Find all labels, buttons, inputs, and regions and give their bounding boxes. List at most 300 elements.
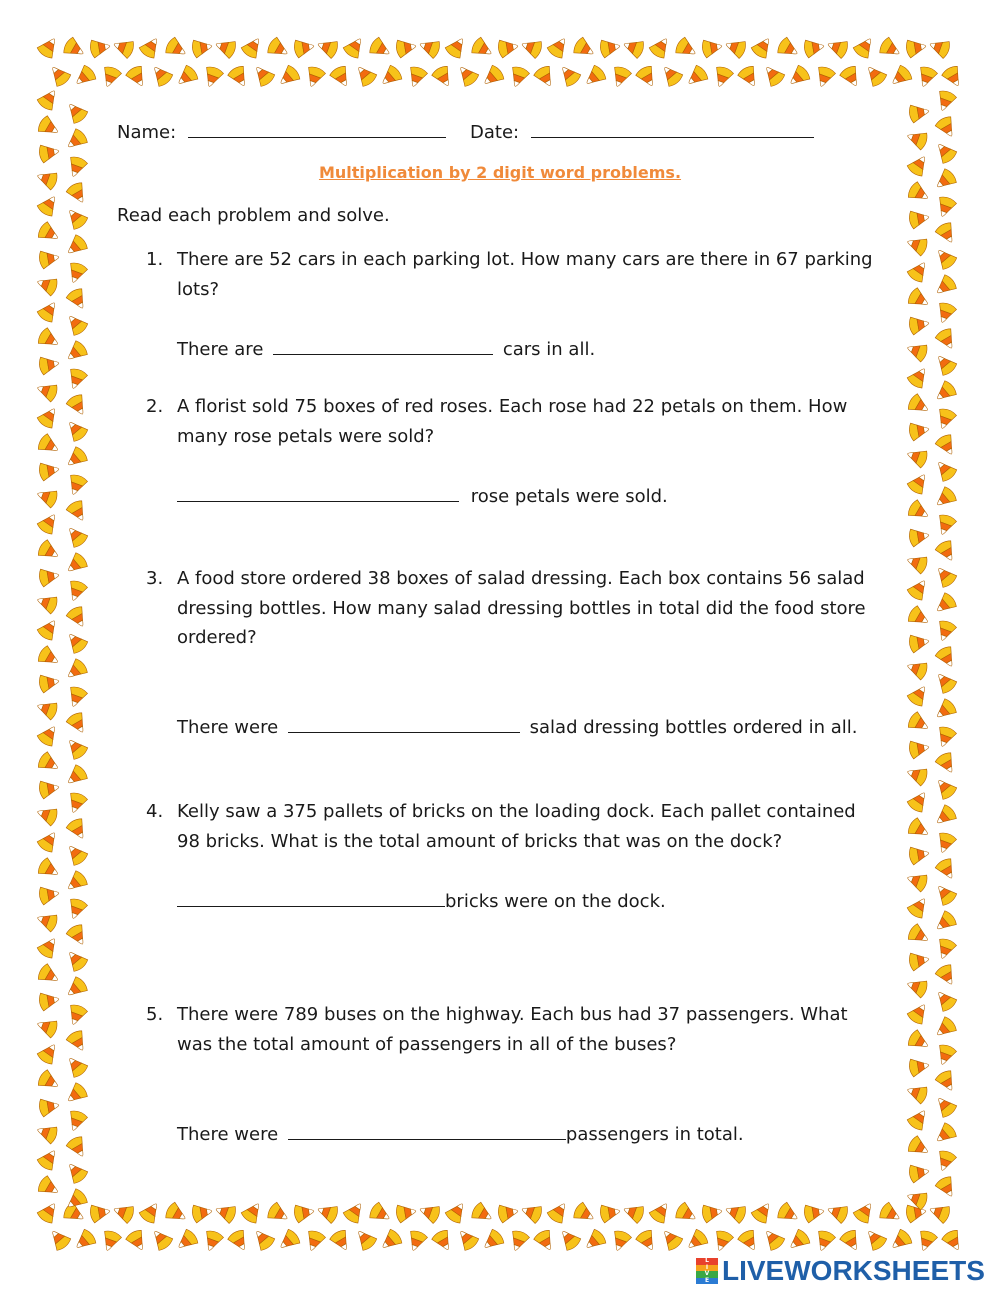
candy-corn-icon bbox=[932, 379, 959, 405]
candy-corn-icon bbox=[65, 1029, 90, 1055]
candy-corn-icon bbox=[191, 37, 213, 58]
answer-suffix: rose petals were sold. bbox=[470, 486, 668, 507]
candy-corn-icon bbox=[62, 1201, 88, 1226]
answer-prefix: There are bbox=[177, 339, 264, 360]
candy-corn-icon bbox=[934, 513, 958, 537]
candy-corn-icon bbox=[838, 1228, 863, 1254]
problem-4-number: 4. bbox=[146, 801, 164, 822]
candy-corn-icon bbox=[934, 1149, 958, 1173]
candy-corn-icon bbox=[906, 816, 932, 841]
candy-corn-icon bbox=[825, 36, 849, 60]
candy-corn-icon bbox=[35, 485, 59, 509]
candy-corn-icon bbox=[908, 102, 930, 123]
candy-corn-icon bbox=[63, 735, 89, 762]
candy-corn-icon bbox=[65, 1003, 89, 1027]
candy-corn-icon bbox=[36, 432, 62, 457]
candy-corn-icon bbox=[36, 538, 62, 563]
candy-corn-icon bbox=[940, 64, 965, 90]
candy-corn-icon bbox=[368, 36, 394, 61]
candy-corn-icon bbox=[932, 1093, 958, 1120]
problem-1-line: There are 52 cars in each parking lot. How many cars are there in 67 parking bbox=[177, 249, 873, 270]
candy-corn-icon bbox=[35, 1015, 59, 1039]
live-badge-icon: L I V E bbox=[696, 1258, 718, 1284]
candy-corn-icon bbox=[63, 841, 89, 868]
candy-corn-icon bbox=[908, 844, 930, 865]
candy-corn-icon bbox=[65, 897, 89, 921]
candy-corn-icon bbox=[507, 1229, 531, 1253]
problem-1-question bbox=[177, 245, 897, 304]
candy-corn-icon bbox=[164, 1201, 190, 1226]
candy-corn-icon bbox=[934, 645, 959, 671]
problem-2-answer bbox=[177, 483, 668, 509]
candy-corn-icon bbox=[736, 1228, 761, 1254]
candy-corn-icon bbox=[71, 1228, 98, 1254]
candy-corn-icon bbox=[213, 1201, 237, 1225]
candy-corn-icon bbox=[65, 605, 90, 631]
problem-5-number: 5. bbox=[146, 1004, 164, 1025]
candy-corn-icon bbox=[934, 963, 959, 989]
candy-corn-icon bbox=[63, 445, 90, 471]
candy-corn-icon bbox=[65, 181, 90, 207]
candy-corn-icon bbox=[546, 1199, 572, 1225]
candy-corn-icon bbox=[905, 975, 929, 999]
candy-corn-icon bbox=[71, 64, 98, 90]
candy-corn-icon bbox=[934, 1069, 959, 1095]
candy-corn-icon bbox=[906, 922, 932, 947]
candy-corn-icon bbox=[906, 788, 932, 814]
answer-suffix: passengers in total. bbox=[565, 1124, 744, 1145]
candy-corn-icon bbox=[932, 987, 958, 1014]
candy-corn-icon bbox=[63, 233, 90, 259]
problem-4-line: 98 bricks. What is the total amount of bricks that was on the dock? bbox=[177, 830, 783, 852]
candy-corn-icon bbox=[934, 1043, 958, 1067]
candy-corn-icon bbox=[65, 261, 89, 285]
candy-corn-icon bbox=[905, 233, 929, 257]
candy-corn-icon bbox=[405, 1229, 429, 1253]
candy-corn-icon bbox=[906, 1134, 932, 1159]
candy-corn-icon bbox=[36, 1146, 62, 1172]
date-field-row bbox=[470, 119, 814, 145]
problem-4-answer bbox=[177, 888, 666, 914]
problem-4-answer-blank[interactable] bbox=[177, 888, 445, 907]
candy-corn-icon bbox=[908, 632, 930, 653]
candy-corn-icon bbox=[342, 34, 368, 60]
candy-corn-icon bbox=[532, 64, 557, 90]
candy-corn-icon bbox=[65, 393, 90, 419]
candy-corn-icon bbox=[38, 142, 60, 163]
candy-corn-icon bbox=[776, 1201, 802, 1226]
candy-corn-icon bbox=[932, 803, 959, 829]
candy-corn-icon bbox=[905, 763, 929, 787]
candy-corn-icon bbox=[878, 1201, 904, 1226]
candy-corn-icon bbox=[36, 856, 62, 881]
candy-corn-icon bbox=[934, 301, 958, 325]
candy-corn-icon bbox=[803, 1202, 825, 1223]
candy-corn-icon bbox=[36, 934, 62, 960]
problem-5-line: There were 789 buses on the highway. Each bus had 37 passengers. What bbox=[177, 1004, 848, 1025]
candy-corn-icon bbox=[275, 64, 302, 90]
candy-corn-icon bbox=[838, 64, 863, 90]
candy-corn-icon bbox=[572, 36, 598, 61]
candy-corn-icon bbox=[395, 1202, 417, 1223]
candy-corn-icon bbox=[634, 64, 659, 90]
date-label: Date: bbox=[470, 122, 520, 143]
date-blank[interactable] bbox=[531, 119, 814, 138]
candy-corn-icon bbox=[36, 326, 62, 351]
candy-corn-icon bbox=[36, 828, 62, 854]
candy-corn-icon bbox=[36, 404, 62, 430]
candy-corn-icon bbox=[599, 1202, 621, 1223]
candy-corn-icon bbox=[599, 37, 621, 58]
candy-corn-icon bbox=[932, 485, 959, 511]
candy-corn-icon bbox=[470, 1201, 496, 1226]
candy-corn-icon bbox=[887, 64, 914, 90]
candy-corn-icon bbox=[430, 64, 455, 90]
candy-corn-icon bbox=[173, 1228, 200, 1254]
candy-corn-icon bbox=[934, 327, 959, 353]
candy-corn-icon bbox=[932, 591, 959, 617]
candy-corn-icon bbox=[38, 990, 60, 1011]
candy-corn-icon bbox=[395, 37, 417, 58]
candy-corn-icon bbox=[519, 36, 543, 60]
candy-corn-icon bbox=[342, 1199, 368, 1225]
candy-corn-icon bbox=[328, 1228, 353, 1254]
candy-corn-icon bbox=[36, 1068, 62, 1093]
candy-corn-icon bbox=[65, 923, 90, 949]
candy-corn-icon bbox=[65, 473, 89, 497]
candy-corn-icon bbox=[293, 1202, 315, 1223]
candy-corn-icon bbox=[315, 1201, 339, 1225]
candy-corn-icon bbox=[658, 1226, 684, 1253]
candy-corn-icon bbox=[124, 1228, 149, 1254]
candy-corn-icon bbox=[581, 64, 608, 90]
candy-corn-icon bbox=[609, 1229, 633, 1253]
candy-corn-icon bbox=[62, 36, 88, 61]
candy-corn-icon bbox=[36, 86, 62, 112]
problem-1-answer bbox=[177, 336, 595, 362]
candy-corn-icon bbox=[470, 36, 496, 61]
candy-corn-icon bbox=[148, 1226, 174, 1253]
candy-corn-icon bbox=[908, 1162, 930, 1183]
candy-corn-icon bbox=[266, 1201, 292, 1226]
candy-corn-icon bbox=[266, 36, 292, 61]
candy-corn-icon bbox=[65, 1109, 89, 1133]
candy-corn-icon bbox=[934, 937, 958, 961]
brand-text: LIVEWORKSHEETS bbox=[722, 1255, 985, 1286]
candy-corn-icon bbox=[750, 1199, 776, 1225]
candy-corn-icon bbox=[932, 881, 958, 908]
candy-corn-icon bbox=[65, 791, 89, 815]
candy-corn-icon bbox=[63, 1081, 90, 1107]
candy-corn-icon bbox=[35, 909, 59, 933]
candy-corn-icon bbox=[905, 1187, 929, 1211]
candy-corn-icon bbox=[862, 1226, 888, 1253]
problem-5-answer-blank[interactable] bbox=[288, 1121, 566, 1140]
answer-suffix: cars in all. bbox=[502, 339, 596, 360]
problem-2-line: A florist sold 75 boxes of red roses. Each rose had 22 petals on them. How bbox=[177, 396, 848, 417]
candy-corn-icon bbox=[36, 1199, 62, 1225]
candy-corn-icon bbox=[328, 64, 353, 90]
candy-corn-icon bbox=[65, 367, 89, 391]
candy-corn-icon bbox=[915, 1229, 939, 1253]
candy-corn-icon bbox=[417, 1201, 441, 1225]
candy-corn-icon bbox=[906, 682, 932, 708]
candy-corn-icon bbox=[417, 36, 441, 60]
candy-corn-icon bbox=[36, 1040, 62, 1066]
candy-corn-icon bbox=[377, 64, 404, 90]
candy-corn-icon bbox=[35, 379, 59, 403]
problem-1-answer-blank[interactable] bbox=[273, 336, 493, 355]
candy-corn-icon bbox=[275, 1228, 302, 1254]
candy-corn-icon bbox=[932, 139, 958, 166]
candy-corn-icon bbox=[932, 1015, 959, 1041]
candy-corn-icon bbox=[63, 975, 90, 1001]
candy-corn-icon bbox=[934, 1175, 959, 1201]
candy-corn-icon bbox=[934, 831, 958, 855]
candy-corn-icon bbox=[479, 1228, 506, 1254]
candy-corn-icon bbox=[63, 657, 90, 683]
candy-corn-icon bbox=[932, 909, 959, 935]
candy-corn-icon bbox=[905, 445, 929, 469]
candy-corn-icon bbox=[36, 644, 62, 669]
candy-corn-icon bbox=[35, 697, 59, 721]
candy-corn-icon bbox=[908, 208, 930, 229]
candy-corn-icon bbox=[940, 1228, 965, 1254]
candy-corn-icon bbox=[65, 499, 90, 525]
candy-corn-icon bbox=[934, 619, 958, 643]
candy-corn-icon bbox=[934, 433, 959, 459]
candy-corn-icon bbox=[852, 1199, 878, 1225]
candy-corn-icon bbox=[906, 1028, 932, 1053]
problem-3-answer-blank[interactable] bbox=[288, 714, 520, 733]
candy-corn-icon bbox=[906, 604, 932, 629]
answer-suffix: bricks were on the dock. bbox=[445, 891, 666, 912]
candy-corn-icon bbox=[905, 127, 929, 151]
candy-corn-icon bbox=[648, 1199, 674, 1225]
candy-corn-icon bbox=[825, 1201, 849, 1225]
problem-4-line: Kelly saw a 375 pallets of bricks on the loading dock. Each pallet contained bbox=[177, 801, 856, 822]
candy-corn-icon bbox=[63, 629, 89, 656]
candy-corn-icon bbox=[634, 1228, 659, 1254]
candy-corn-icon bbox=[906, 1000, 932, 1026]
problem-2-question bbox=[177, 392, 897, 451]
candy-corn-icon bbox=[932, 563, 958, 590]
problem-1-number: 1. bbox=[146, 249, 164, 270]
candy-corn-icon bbox=[906, 258, 932, 284]
candy-corn-icon bbox=[813, 65, 837, 89]
candy-corn-icon bbox=[556, 62, 582, 89]
candy-corn-icon bbox=[932, 669, 958, 696]
liveworksheets-logo bbox=[696, 1256, 985, 1286]
candy-corn-icon bbox=[89, 1202, 111, 1223]
candy-corn-icon bbox=[723, 36, 747, 60]
candy-corn-icon bbox=[932, 351, 958, 378]
candy-corn-icon bbox=[368, 1201, 394, 1226]
candy-corn-icon bbox=[934, 751, 959, 777]
candy-corn-icon bbox=[111, 36, 135, 60]
candy-corn-icon bbox=[377, 1228, 404, 1254]
candy-corn-icon bbox=[750, 34, 776, 60]
candy-corn-icon bbox=[934, 89, 958, 113]
name-blank[interactable] bbox=[188, 119, 446, 138]
candy-corn-icon bbox=[934, 407, 958, 431]
candy-corn-icon bbox=[785, 64, 812, 90]
candy-corn-icon bbox=[99, 65, 123, 89]
problem-2-answer-blank[interactable] bbox=[177, 483, 459, 502]
candy-corn-icon bbox=[63, 1053, 89, 1080]
answer-prefix: There were bbox=[177, 717, 279, 738]
problem-5-question bbox=[177, 1000, 897, 1059]
candy-corn-icon bbox=[932, 775, 958, 802]
instructions: Read each problem and solve. bbox=[117, 205, 390, 226]
candy-corn-icon bbox=[138, 34, 164, 60]
candy-corn-icon bbox=[35, 803, 59, 827]
candy-corn-icon bbox=[934, 539, 959, 565]
candy-corn-icon bbox=[63, 205, 89, 232]
candy-corn-icon bbox=[303, 65, 327, 89]
name-field-row bbox=[117, 119, 446, 145]
candy-corn-icon bbox=[887, 1228, 914, 1254]
problem-3-number: 3. bbox=[146, 568, 164, 589]
candy-corn-icon bbox=[906, 576, 932, 602]
candy-corn-icon bbox=[906, 1106, 932, 1132]
candy-corn-icon bbox=[908, 738, 930, 759]
candy-corn-icon bbox=[36, 722, 62, 748]
candy-corn-icon bbox=[191, 1202, 213, 1223]
candy-corn-icon bbox=[65, 817, 90, 843]
candy-corn-icon bbox=[240, 1199, 266, 1225]
candy-corn-icon bbox=[581, 1228, 608, 1254]
candy-corn-icon bbox=[38, 672, 60, 693]
candy-corn-icon bbox=[138, 1199, 164, 1225]
candy-corn-icon bbox=[35, 591, 59, 615]
candy-corn-icon bbox=[701, 1202, 723, 1223]
candy-corn-icon bbox=[908, 314, 930, 335]
candy-corn-icon bbox=[532, 1228, 557, 1254]
problem-2-number: 2. bbox=[146, 396, 164, 417]
candy-corn-icon bbox=[35, 273, 59, 297]
candy-corn-icon bbox=[99, 1229, 123, 1253]
candy-corn-icon bbox=[906, 894, 932, 920]
candy-corn-icon bbox=[927, 36, 951, 60]
candy-corn-icon bbox=[63, 99, 89, 126]
candy-corn-icon bbox=[905, 657, 929, 681]
candy-corn-icon bbox=[63, 551, 90, 577]
candy-corn-icon bbox=[546, 34, 572, 60]
candy-corn-icon bbox=[908, 420, 930, 441]
candy-corn-icon bbox=[63, 127, 90, 153]
candy-corn-icon bbox=[711, 65, 735, 89]
problem-3-line: A food store ordered 38 boxes of salad dressing. Each box contains 56 salad bbox=[177, 568, 865, 589]
candy-corn-icon bbox=[556, 1226, 582, 1253]
candy-corn-icon bbox=[813, 1229, 837, 1253]
candy-corn-icon bbox=[905, 551, 929, 575]
candy-corn-icon bbox=[226, 64, 251, 90]
candy-corn-icon bbox=[736, 64, 761, 90]
candy-corn-icon bbox=[124, 64, 149, 90]
candy-corn-icon bbox=[803, 37, 825, 58]
candy-corn-icon bbox=[444, 1199, 470, 1225]
candy-corn-icon bbox=[444, 34, 470, 60]
candy-corn-icon bbox=[934, 857, 959, 883]
problem-4-question bbox=[177, 797, 897, 856]
candy-corn-icon bbox=[65, 711, 90, 737]
candy-corn-icon bbox=[63, 417, 89, 444]
candy-corn-icon bbox=[201, 1229, 225, 1253]
candy-corn-icon bbox=[862, 62, 888, 89]
candy-corn-icon bbox=[352, 1226, 378, 1253]
candy-corn-icon bbox=[226, 1228, 251, 1254]
worksheet-title: Multiplication by 2 digit word problems. bbox=[318, 163, 682, 182]
candy-corn-icon bbox=[454, 1226, 480, 1253]
candy-corn-icon bbox=[932, 457, 958, 484]
candy-corn-icon bbox=[36, 1174, 62, 1199]
candy-corn-icon bbox=[776, 36, 802, 61]
candy-corn-icon bbox=[46, 1226, 72, 1253]
candy-corn-icon bbox=[906, 710, 932, 735]
candy-corn-icon bbox=[38, 248, 60, 269]
problem-5-answer bbox=[177, 1121, 744, 1147]
candy-corn-icon bbox=[906, 392, 932, 417]
problem-3-question bbox=[177, 564, 897, 653]
candy-corn-icon bbox=[609, 65, 633, 89]
candy-corn-icon bbox=[760, 1226, 786, 1253]
candy-corn-icon bbox=[35, 1121, 59, 1145]
candy-corn-icon bbox=[46, 62, 72, 89]
candy-corn-icon bbox=[905, 37, 927, 58]
candy-corn-icon bbox=[760, 62, 786, 89]
candy-corn-icon bbox=[89, 37, 111, 58]
candy-corn-icon bbox=[38, 566, 60, 587]
candy-corn-icon bbox=[352, 62, 378, 89]
candy-corn-icon bbox=[63, 311, 89, 338]
candy-corn-icon bbox=[683, 1228, 710, 1254]
candy-corn-icon bbox=[65, 579, 89, 603]
candy-corn-icon bbox=[723, 1201, 747, 1225]
problem-3-line: dressing bottles. How many salad dressing bottles in total did the food store bbox=[177, 597, 866, 619]
candy-corn-icon bbox=[430, 1228, 455, 1254]
candy-corn-icon bbox=[240, 34, 266, 60]
candy-corn-icon bbox=[213, 36, 237, 60]
candy-corn-icon bbox=[65, 685, 89, 709]
candy-corn-icon bbox=[915, 65, 939, 89]
problem-3-line: ordered? bbox=[177, 627, 257, 648]
candy-corn-icon bbox=[934, 221, 959, 247]
candy-corn-icon bbox=[497, 37, 519, 58]
candy-corn-icon bbox=[934, 725, 958, 749]
candy-corn-icon bbox=[38, 460, 60, 481]
candy-corn-icon bbox=[63, 1187, 90, 1213]
problem-2-line: many rose petals were sold? bbox=[177, 425, 435, 447]
candy-corn-icon bbox=[908, 526, 930, 547]
candy-corn-icon bbox=[905, 869, 929, 893]
candy-corn-icon bbox=[36, 220, 62, 245]
candy-corn-icon bbox=[674, 1201, 700, 1226]
candy-corn-icon bbox=[38, 884, 60, 905]
candy-corn-icon bbox=[932, 245, 958, 272]
candy-corn-icon bbox=[905, 1202, 927, 1223]
candy-corn-icon bbox=[934, 195, 958, 219]
candy-corn-icon bbox=[36, 750, 62, 775]
candy-corn-icon bbox=[63, 869, 90, 895]
candy-corn-icon bbox=[905, 1081, 929, 1105]
candy-corn-icon bbox=[36, 616, 62, 642]
candy-corn-icon bbox=[293, 37, 315, 58]
candy-corn-icon bbox=[621, 1201, 645, 1225]
candy-corn-icon bbox=[405, 65, 429, 89]
candy-corn-icon bbox=[36, 510, 62, 536]
candy-corn-icon bbox=[36, 298, 62, 324]
